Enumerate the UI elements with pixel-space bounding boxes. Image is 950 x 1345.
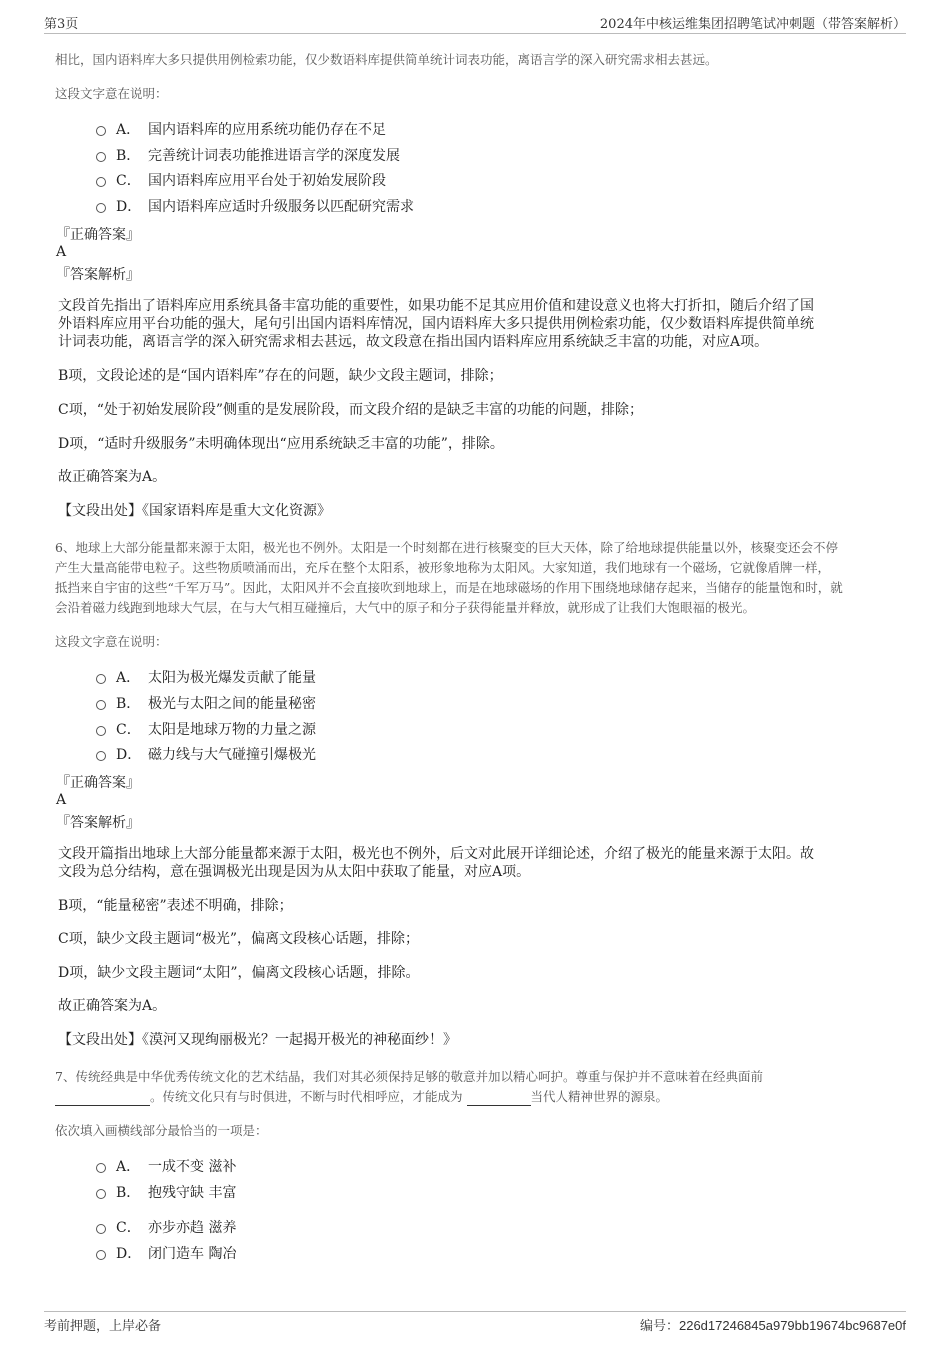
q6-option-b[interactable] (96, 693, 316, 713)
option-letter: C． (116, 173, 141, 189)
q7-option-c[interactable] (96, 1217, 236, 1237)
q6-option-d[interactable] (96, 744, 316, 764)
q7-stem-line-2 (55, 1087, 668, 1106)
option-letter: A． (116, 670, 141, 686)
q5-conclusion: 故正确答案为A。 (58, 469, 167, 485)
q6-analysis-line: 文段开篇指出地球上大部分能量都来源于太阳，极光也不例外，后文对此展开详细论述，介绍了极光的能量来源于太阳。故 (58, 846, 814, 862)
radio-icon[interactable] (96, 1250, 106, 1260)
radio-icon[interactable] (96, 177, 106, 187)
q7-option-a[interactable] (96, 1156, 236, 1176)
document-id: 编号：226d17246845a979bb19674bc9687e0f (639, 1318, 906, 1333)
q5-c-note: C项，“处于初始发展阶段”侧重的是发展阶段，而文段介绍的是缺乏丰富的功能的问题，排除； (58, 402, 644, 418)
q7-option-b[interactable] (96, 1182, 236, 1202)
radio-icon[interactable] (96, 700, 106, 710)
fill-blank-1[interactable] (55, 1091, 150, 1106)
q7-stem-text-a: 。传统文化只有与时俱进，不断与时代相呼应，才能成为 (150, 1089, 463, 1104)
q5-answer-label: 『正确答案』 (56, 227, 140, 243)
fill-blank-2[interactable] (467, 1091, 531, 1106)
q6-answer-label: 『正确答案』 (56, 775, 140, 791)
page-number: 第3页 (44, 17, 79, 32)
footer-divider (44, 1311, 906, 1312)
q5-passage-tail: 相比，国内语料库大多只提供用例检索功能，仅少数语料库提供简单统计词表功能，离语言学的深入研究需求相去甚远。 (55, 52, 718, 67)
option-text: 闭门造车 陶冶 (148, 1246, 237, 1262)
option-text: 国内语料库应用平台处于初始发展阶段 (148, 173, 386, 189)
q6-d-note: D项，缺少文段主题词“太阳”，偏离文段核心话题，排除。 (58, 965, 420, 981)
q5-source: 【文段出处】《国家语料库是重大文化资源》 (58, 503, 331, 519)
option-letter: D． (116, 747, 142, 763)
option-text: 太阳是地球万物的力量之源 (148, 722, 316, 738)
footer-slogan: 考前押题，上岸必备 (44, 1319, 162, 1334)
document-title: 2024年中核运维集团招聘笔试冲刺题（带答案解析） (599, 17, 906, 32)
option-text: 国内语料库应适时升级服务以匹配研究需求 (148, 199, 414, 215)
q6-passage-line: 产生大量高能带电粒子。这些物质喷涌而出，充斥在整个太阳系，被形象地称为太阳风。大家知道，我们地球有一个磁场，它就像盾牌一样， (55, 560, 831, 575)
q7-stem-line-1: 7、传统经典是中华优秀传统文化的艺术结晶，我们对其必须保持足够的敬意并加以精心呵护。尊重与保护并不意味着在经典面前 (55, 1069, 763, 1084)
q6-source: 【文段出处】《漠河又现绚丽极光？一起揭开极光的神秘面纱！》 (58, 1032, 457, 1048)
radio-icon[interactable] (96, 674, 106, 684)
option-text: 国内语料库的应用系统功能仍存在不足 (148, 122, 386, 138)
radio-icon[interactable] (96, 1189, 106, 1199)
q5-option-d[interactable] (96, 196, 414, 216)
q5-answer: A (56, 244, 67, 260)
option-letter: D． (116, 1246, 142, 1262)
q5-d-note: D项，“适时升级服务”未明确体现出“应用系统缺乏丰富的功能”，排除。 (58, 436, 504, 452)
q5-analysis-line: 计词表功能，离语言学的深入研究需求相去甚远，故文段意在指出国内语料库应用系统缺乏丰富的功能，对应A项。 (58, 334, 769, 350)
q6-conclusion: 故正确答案为A。 (58, 998, 167, 1014)
q5-option-b[interactable] (96, 145, 400, 165)
q5-option-a[interactable] (96, 119, 386, 139)
q5-analysis-line: 外语料库应用平台功能的强大，尾句引出国内语料库情况，国内语料库大多只提供用例检索功能，仅少数语料库提供简单统 (58, 316, 814, 332)
option-text: 磁力线与大气碰撞引爆极光 (148, 747, 316, 763)
q6-option-c[interactable] (96, 719, 316, 739)
option-text: 抱残守缺 丰富 (148, 1185, 237, 1201)
option-letter: D． (116, 199, 142, 215)
option-letter: C． (116, 1220, 141, 1236)
q6-passage-line: 抵挡来自宇宙的这些“千军万马”。因此，太阳风并不会直接吹到地球上，而是在地球磁场的作用下围绕地球储存起来，当储存的能量饱和时，就 (55, 580, 843, 595)
q5-b-note: B项，文段论述的是“国内语料库”存在的问题，缺少文段主题词，排除； (58, 368, 503, 384)
q5-prompt: 这段文字意在说明： (55, 86, 168, 101)
option-text: 亦步亦趋 滋养 (148, 1220, 237, 1236)
q6-option-a[interactable] (96, 667, 316, 687)
q5-analysis-label: 『答案解析』 (56, 267, 140, 283)
q5-analysis-line: 文段首先指出了语料库应用系统具备丰富功能的重要性，如果功能不足其应用价值和建设意义也将大打折扣，随后介绍了国 (58, 298, 814, 314)
header-divider (44, 33, 906, 34)
option-text: 完善统计词表功能推进语言学的深度发展 (148, 148, 400, 164)
q6-b-note: B项，“能量秘密”表述不明确，排除； (58, 898, 293, 914)
q7-option-d[interactable] (96, 1243, 236, 1263)
q5-option-c[interactable] (96, 170, 386, 190)
q7-stem-text-b: 当代人精神世界的源泉。 (530, 1089, 669, 1104)
option-letter: B． (116, 148, 141, 164)
q7-prompt: 依次填入画横线部分最恰当的一项是： (55, 1123, 268, 1138)
option-letter: A． (116, 122, 141, 138)
q6-analysis-line: 文段为总分结构，意在强调极光出现是因为从太阳中获取了能量，对应A项。 (58, 864, 531, 880)
q6-c-note: C项，缺少文段主题词“极光”，偏离文段核心话题，排除； (58, 931, 420, 947)
radio-icon[interactable] (96, 126, 106, 136)
option-letter: C． (116, 722, 141, 738)
radio-icon[interactable] (96, 726, 106, 736)
radio-icon[interactable] (96, 751, 106, 761)
radio-icon[interactable] (96, 1224, 106, 1234)
option-text: 极光与太阳之间的能量秘密 (148, 696, 316, 712)
radio-icon[interactable] (96, 1163, 106, 1173)
q6-prompt: 这段文字意在说明： (55, 634, 168, 649)
radio-icon[interactable] (96, 203, 106, 213)
q6-passage-line: 6、地球上大部分能量都来源于太阳，极光也不例外。太阳是一个时刻都在进行核聚变的巨大天体，除了给地球提供能量以外，核聚变还会不停 (55, 540, 838, 555)
q6-answer: A (56, 792, 67, 808)
radio-icon[interactable] (96, 152, 106, 162)
q6-passage-line: 会沿着磁力线跑到地球大气层，在与大气相互碰撞后，大气中的原子和分子获得能量并释放，就形成了让我们大饱眼福的极光。 (55, 600, 756, 615)
option-letter: B． (116, 1185, 141, 1201)
option-text: 一成不变 滋补 (148, 1159, 237, 1175)
option-letter: B． (116, 696, 141, 712)
option-text: 太阳为极光爆发贡献了能量 (148, 670, 316, 686)
option-letter: A． (116, 1159, 141, 1175)
q6-analysis-label: 『答案解析』 (56, 815, 140, 831)
